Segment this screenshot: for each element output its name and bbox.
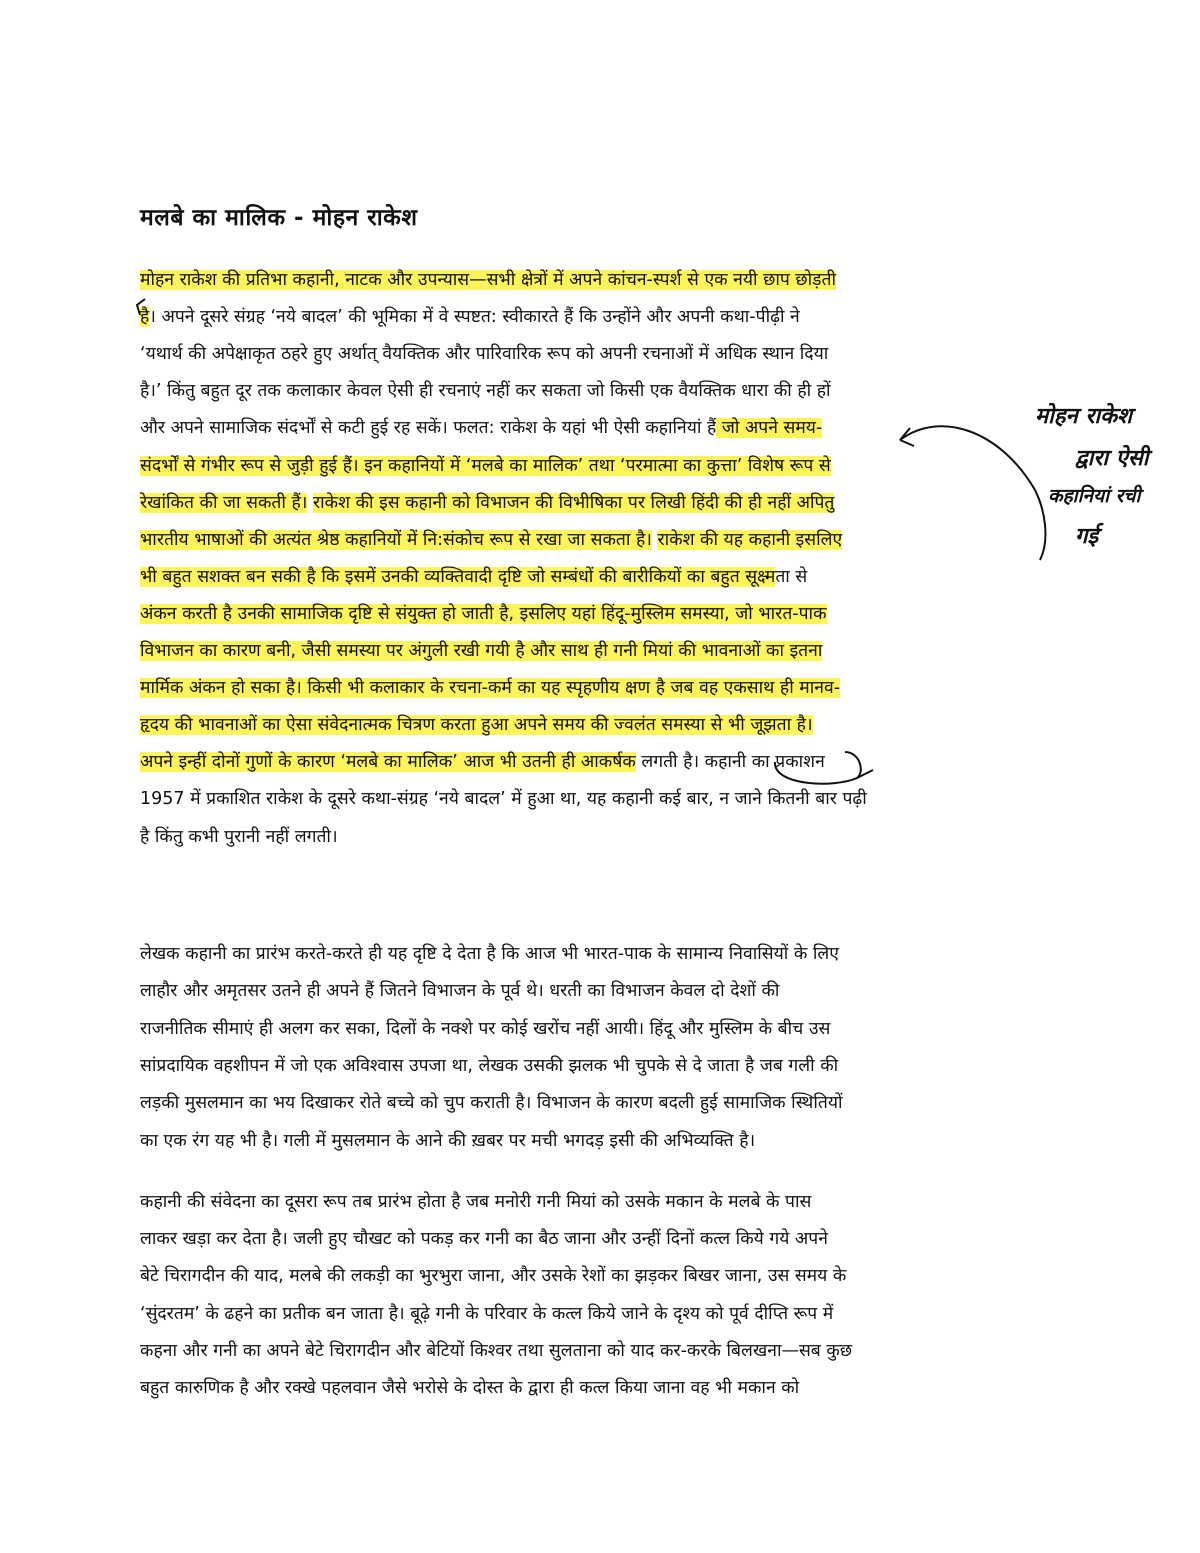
text-line [140, 711, 813, 739]
text-line [140, 340, 828, 368]
text-line [140, 600, 827, 628]
text-line [140, 785, 867, 813]
highlighted-text: हृदय की भावनाओं का ऐसा संवेदनात्मक चित्रण करता हुआ अपने समय की ज्वलंत समस्या से भी जूझता है। [140, 715, 813, 735]
body-text: ता से [775, 567, 808, 587]
highlighted-text: भी बहुत सशक्त बन सकी है कि इसमें उनकी व्यक्तिवादी दृष्टि जो सम्बंधों की बारीकियों का बहुत सूक्ष्म [140, 567, 776, 587]
body-text: लगती है। कहानी का प्रकाशन [635, 752, 825, 772]
text-line [140, 674, 840, 702]
text-line: लाकर खड़ा कर देता है। जली हुए चौखट को पकड़ कर गनी का बैठ जाना और उन्हीं दिनों कत्ल किये गये अपने [140, 1229, 828, 1249]
text-line: बहुत कारुणिक है और रक्खे पहलवान जैसे भरोसे के दोस्त के द्वारा ही कत्ल किया जाना वह भी मकान को [140, 1378, 800, 1398]
body-text: 1957 में प्रकाशित राकेश के दूसरे कथा-संग्रह ‘नये बादल’ में हुआ था, यह कहानी कई बार, न जाने कितनी बार पढ़ी [140, 789, 867, 809]
body-text: है।’ किंतु बहुत दूर तक कलाकार केवल ऐसी ही रचनाएं नहीं कर सकता जो किसी एक वैयक्तिक धारा की ही हों [140, 381, 831, 401]
annotation-line: कहानियां रची [1048, 485, 1141, 507]
highlighted-text: राकेश की यह कहानी इसलिए [657, 530, 843, 550]
annotation-line: गई [1075, 523, 1099, 549]
body-text: और अपने सामाजिक संदर्भों से कटी हुई रह सकें। फलत: राकेश के यहां भी ऐसी कहानियां हैं [140, 418, 717, 438]
text-line: राजनीतिक सीमाएं ही अलग कर सका, दिलों के नक्शे पर कोई खरोंच नहीं आयी। हिंदू और मुस्लिम के बीच उस [140, 1019, 831, 1039]
text-line [140, 266, 836, 294]
text-line: सांप्रदायिक वहशीपन में जो एक अविश्वास उपजा था, लेखक उसकी झलक भी चुपके से दे जाता है जब गली की [140, 1056, 839, 1076]
text-line: लाहौर और अमृतसर उतने ही अपने हैं जितने विभाजन के पूर्व थे। धरती का विभाजन केवल दो देशों की [140, 981, 780, 1001]
highlighted-text: विभाजन का कारण बनी, जैसी समस्या पर अंगुली रखी गयी है और साथ ही गनी मियां की भावनाओं का इतना [140, 641, 823, 661]
text-line [140, 452, 831, 480]
highlighted-text: अपने इन्हीं दोनों गुणों के कारण ‘मलबे का मालिक’ आज भी उतनी ही आकर्षक [140, 752, 636, 772]
highlighted-text: राकेश की इस कहानी को विभाजन की विभीषिका पर लिखी हिंदी की ही नहीं अपितु [312, 493, 835, 513]
body-text: है किंतु कभी पुरानी नहीं लगती। [140, 827, 338, 847]
annotation-line: द्वारा ऐसी [1075, 445, 1149, 471]
text-line [140, 563, 807, 591]
body-text: ‘यथार्थ की अपेक्षाकृत ठहरे हुए अर्थात् वैयक्तिक और पारिवारिक रूप को अपनी रचनाओं में अधिक स्थान दिया [140, 344, 829, 364]
text-line [140, 748, 825, 776]
text-line: ‘सुंदरतम’ के ढहने का प्रतीक बन जाता है। बूढ़े गनी के परिवार के कत्ल किये जाने के दृश्य को पूर्व दीप्ति रूप में [140, 1304, 834, 1324]
annotation-line: मोहन राकेश [1035, 403, 1132, 429]
page-title: मलबे का मालिक - मोहन राकेश [140, 205, 418, 231]
highlighted-text: संदर्भों से गंभीर रूप से जुड़ी हुई हैं। इन कहानियों में ‘मलबे का मालिक’ तथा ‘परमात्मा का कुत्ता’ विशेष रूप से [140, 456, 831, 476]
text-line: का एक रंग यह भी है। गली में मुसलमान के आने की ख़बर पर मची भगदड़ इसी की अभिव्यक्ति है। [140, 1131, 756, 1151]
highlighted-text: अंकन हो सका है। किसी भी कलाकार के रचना-कर्म का यह स्पृहणीय क्षण है जब वह एकसाथ ही मानव- [183, 678, 841, 698]
text-line [140, 303, 800, 331]
highlighted-text: मार्मिक [140, 678, 184, 698]
highlighted-text: रेखांकित की जा सकती हैं। [140, 493, 308, 513]
text-line [140, 526, 842, 554]
text-line: कहानी की संवेदना का दूसरा रूप तब प्रारंभ होता है जब मनोरी गनी मियां को उसके मकान के मलबे के पास [140, 1192, 812, 1212]
text-line [140, 823, 338, 851]
highlighted-text: है [140, 307, 150, 327]
text-line [140, 489, 834, 517]
text-line: लेखक कहानी का प्रारंभ करते-करते ही यह दृष्टि दे देता है कि आज भी भारत-पाक के सामान्य निवासियों के लिए [140, 944, 839, 964]
highlighted-text: अंकन करती है उनकी सामाजिक दृष्टि से संयुक्त हो जाती है, इसलिए यहां हिंदू-मुस्लिम समस्या, जो भारत-पाक [140, 604, 827, 624]
text-line: लड़की मुसलमान का भय दिखाकर रोते बच्चे को चुप कराती है। विभाजन के कारण बदली हुई सामाजिक स्थितियों [140, 1093, 843, 1113]
text-line [140, 637, 822, 665]
text-line: बेटे चिरागदीन की याद, मलबे की लकड़ी का भुरभुरा जाना, और उसके रेशों का झड़कर बिखर जाना, उस समय के [140, 1266, 847, 1286]
pen-tick-mark [134, 297, 148, 317]
annotation-arrow [900, 410, 1070, 580]
body-text: । अपने दूसरे संग्रह ‘नये बादल’ की भूमिका में वे स्पष्टत: स्वीकारते हैं कि उन्होंने और अपनी कथा-पीढ़ी ने [149, 307, 800, 327]
highlighted-text: भारतीय भाषाओं की अत्यंत श्रेष्ठ कहानियों में नि:संकोच रूप से रखा जा सकता है। [140, 530, 652, 550]
highlighted-text: मोहन राकेश की प्रतिभा कहानी, नाटक और उपन्यास—सभी क्षेत्रों में अपने कांचन-स्पर्श से एक नयी छाप छोड़ती [140, 270, 837, 290]
handwritten-annotation [1030, 390, 1200, 560]
text-line [140, 377, 831, 405]
highlighted-text: जो अपने समय- [716, 418, 823, 438]
text-line [140, 414, 822, 442]
text-line: कहना और गनी का अपने बेटे चिरागदीन और बेटियों किश्वर तथा सुलताना को याद कर-करके बिलखना—सब कुछ [140, 1341, 853, 1361]
pen-circle-mark [765, 748, 875, 793]
